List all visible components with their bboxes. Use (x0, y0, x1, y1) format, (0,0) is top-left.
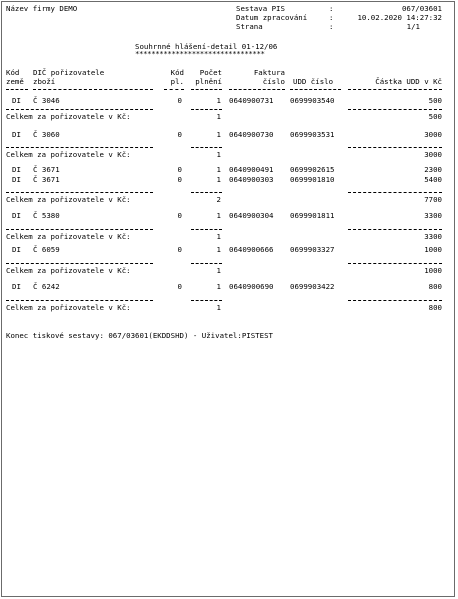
subtotal-separator (348, 263, 442, 264)
subtotal-separator (6, 229, 153, 230)
col-faktura-1: Faktura (253, 68, 285, 77)
col-dic-2: zboží (33, 77, 56, 86)
subtotal-separator (191, 147, 222, 148)
row-invoice-number: 0640900730 (229, 130, 274, 139)
row-supply-count: 1 (216, 211, 221, 220)
row-vat-id: Č 3060 (33, 130, 60, 139)
subtotal-separator (348, 192, 442, 193)
col-udd: UDD číslo (293, 77, 334, 86)
row-supply-code: 0 (177, 130, 182, 139)
row-vat-id: Č 3671 (33, 165, 60, 174)
row-invoice-number: 0640900690 (229, 282, 274, 291)
subtotal-count: 1 (216, 303, 221, 312)
date-colon: : (329, 13, 334, 22)
row-supply-code: 0 (177, 96, 182, 105)
report-footer: Konec tiskové sestavy: 067/03601(EKDDSHD) - Uživatel:PISTEST (6, 331, 273, 340)
row-udd-number: 0699903422 (290, 282, 335, 291)
col-castka: Částka UDD v Kč (375, 77, 442, 86)
row-vat-id: Č 5380 (33, 211, 60, 220)
subtotal-label: Celkem za pořizovatele v Kč: (6, 232, 131, 241)
row-amount: 3000 (424, 130, 442, 139)
date-label: Datum zpracování (236, 13, 308, 22)
subtotal-amount: 7700 (424, 195, 442, 204)
row-supply-count: 1 (216, 165, 221, 174)
row-vat-id: Č 6059 (33, 245, 60, 254)
row-amount: 2300 (424, 165, 442, 174)
subtotal-label: Celkem za pořizovatele v Kč: (6, 195, 131, 204)
report-title: Souhrnné hlášení-detail 01-12/06 (135, 42, 278, 51)
subtotal-separator (191, 109, 222, 110)
row-vat-id: Č 6242 (33, 282, 60, 291)
row-supply-code: 0 (177, 245, 182, 254)
row-country-code: DI (12, 130, 21, 139)
subtotal-separator (6, 109, 153, 110)
row-udd-number: 0699902615 (290, 165, 335, 174)
subtotal-count: 1 (216, 266, 221, 275)
page-value: 1/1 (406, 22, 420, 31)
row-country-code: DI (12, 211, 21, 220)
subtotal-separator (348, 229, 442, 230)
row-supply-count: 1 (216, 175, 221, 184)
row-invoice-number: 0640900491 (229, 165, 274, 174)
row-amount: 800 (428, 282, 442, 291)
subtotal-separator (348, 147, 442, 148)
header-separator (229, 89, 285, 90)
row-invoice-number: 0640900303 (229, 175, 274, 184)
row-amount: 3300 (424, 211, 442, 220)
row-country-code: DI (12, 282, 21, 291)
header-separator (33, 89, 153, 90)
subtotal-label: Celkem za pořizovatele v Kč: (6, 150, 131, 159)
subtotal-label: Celkem za pořizovatele v Kč: (6, 303, 131, 312)
row-country-code: DI (12, 96, 21, 105)
row-supply-code: 0 (177, 282, 182, 291)
header-separator (6, 89, 28, 90)
row-supply-code: 0 (177, 165, 182, 174)
col-faktura-2: číslo (262, 77, 285, 86)
subtotal-separator (6, 300, 153, 301)
date-value: 10.02.2020 14:27:32 (357, 13, 442, 22)
row-amount: 1000 (424, 245, 442, 254)
row-supply-count: 1 (216, 282, 221, 291)
subtotal-count: 1 (216, 232, 221, 241)
header-separator (191, 89, 222, 90)
subtotal-separator (6, 263, 153, 264)
row-country-code: DI (12, 175, 21, 184)
row-supply-count: 1 (216, 245, 221, 254)
row-invoice-number: 0640900304 (229, 211, 274, 220)
subtotal-separator (191, 263, 222, 264)
header-separator (164, 89, 184, 90)
row-supply-count: 1 (216, 130, 221, 139)
subtotal-amount: 3300 (424, 232, 442, 241)
row-vat-id: Č 3046 (33, 96, 60, 105)
subtotal-separator (191, 192, 222, 193)
company-name: Název firmy DEMO (6, 4, 78, 13)
subtotal-label: Celkem za pořizovatele v Kč: (6, 112, 131, 121)
row-invoice-number: 0640900731 (229, 96, 274, 105)
header-separator (348, 89, 442, 90)
subtotal-separator (6, 147, 153, 148)
page-label: Strana (236, 22, 263, 31)
row-supply-code: 0 (177, 175, 182, 184)
subtotal-count: 1 (216, 150, 221, 159)
row-supply-count: 1 (216, 96, 221, 105)
row-country-code: DI (12, 245, 21, 254)
subtotal-separator (6, 192, 153, 193)
subtotal-amount: 1000 (424, 266, 442, 275)
subtotal-separator (191, 300, 222, 301)
col-kod-pl-2: pl. (170, 77, 184, 86)
subtotal-amount: 800 (428, 303, 442, 312)
page-colon: : (329, 22, 334, 31)
row-supply-code: 0 (177, 211, 182, 220)
col-kod-zeme-1: Kód (6, 68, 20, 77)
subtotal-separator (348, 109, 442, 110)
row-udd-number: 0699901811 (290, 211, 335, 220)
subtotal-count: 1 (216, 112, 221, 121)
subtotal-amount: 3000 (424, 150, 442, 159)
report-colon: : (329, 4, 334, 13)
row-amount: 500 (428, 96, 442, 105)
col-pocet-1: Počet (199, 68, 222, 77)
col-kod-pl-1: Kód (170, 68, 184, 77)
subtotal-label: Celkem za pořizovatele v Kč: (6, 266, 131, 275)
row-udd-number: 0699903327 (290, 245, 335, 254)
report-label: Sestava PIS (236, 4, 285, 13)
col-pocet-2: plnění (195, 77, 222, 86)
subtotal-count: 2 (216, 195, 221, 204)
row-invoice-number: 0640900666 (229, 245, 274, 254)
subtotal-separator (348, 300, 442, 301)
col-kod-zeme-2: země (6, 77, 24, 86)
row-udd-number: 0699903531 (290, 130, 335, 139)
row-country-code: DI (12, 165, 21, 174)
row-udd-number: 0699901810 (290, 175, 335, 184)
report-value: 067/03601 (401, 4, 442, 13)
subtotal-separator (191, 229, 222, 230)
row-vat-id: Č 3671 (33, 175, 60, 184)
page-frame (1, 1, 455, 597)
row-udd-number: 0699903540 (290, 96, 335, 105)
title-underline: ******************************** (135, 49, 265, 58)
header-separator (290, 89, 341, 90)
row-amount: 5400 (424, 175, 442, 184)
col-dic-1: DIČ pořizovatele (33, 68, 105, 77)
subtotal-amount: 500 (428, 112, 442, 121)
